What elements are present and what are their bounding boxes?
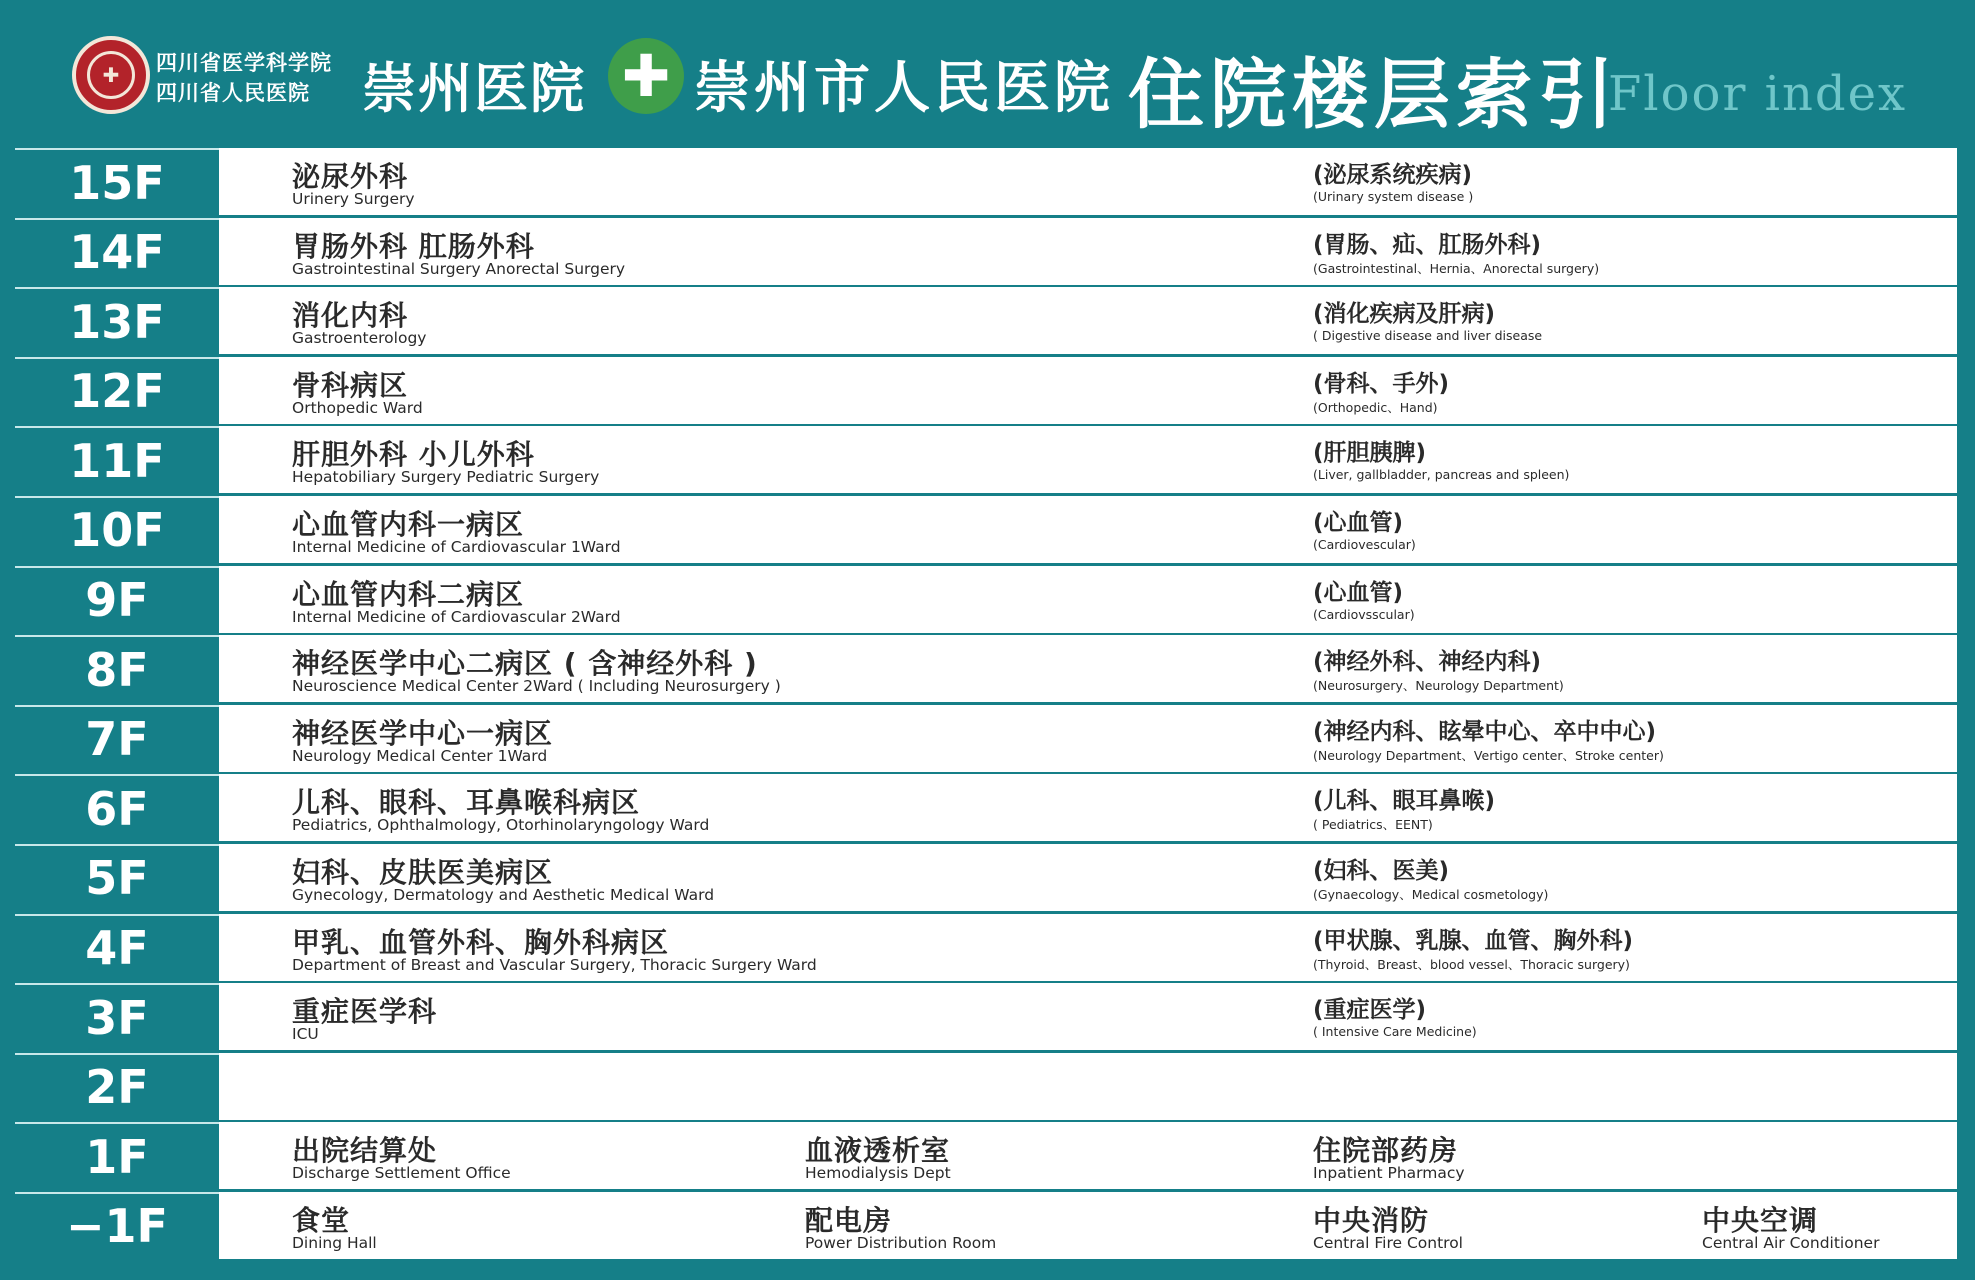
- department-name-cn: 心血管内科一病区: [292, 507, 525, 541]
- department-name-en: Hepatobiliary Surgery Pediatric Surgery: [292, 468, 600, 487]
- department-note-cn: (儿科、眼耳鼻喉): [1313, 788, 1496, 815]
- department-note-cn: (神经外科、神经内科): [1313, 649, 1542, 676]
- department-note-cn: (消化疾病及肝病): [1313, 301, 1496, 328]
- department-name-en: Gynecology, Dermatology and Aesthetic Medical Ward: [292, 885, 715, 904]
- department-name-en: Gastroenterology: [292, 329, 427, 348]
- floor-row-8f: [15, 635, 1957, 702]
- department-note-cn: (骨科、手外): [1313, 370, 1450, 397]
- department-name-en: Neuroscience Medical Center 2Ward ( Including Neurosurgery ): [292, 677, 781, 696]
- department-name-cn: 妇科、皮肤医美病区: [292, 855, 554, 889]
- floor-content: [219, 1192, 1957, 1259]
- page-subtitle: Floor index: [1608, 66, 1908, 122]
- institution-names: [156, 48, 332, 108]
- department-note-en: ( Digestive disease and liver disease: [1313, 328, 1543, 344]
- department-note-en: (Orthopedic、Hand): [1313, 399, 1438, 415]
- floor-row-9f: [15, 566, 1957, 633]
- facility-name-cn: 中央空调: [1702, 1203, 1819, 1237]
- floor-label: 9F: [15, 566, 219, 633]
- floor-content: [219, 148, 1957, 215]
- department-name-en: Neurology Medical Center 1Ward: [292, 746, 548, 765]
- department-note-en: (Gynaecology、Medical cosmetology): [1313, 886, 1549, 902]
- floor-label: 3F: [15, 983, 219, 1050]
- facility-name-en: Inpatient Pharmacy: [1313, 1164, 1465, 1183]
- hospital-cross-logo: [608, 38, 684, 114]
- floor-row-5f: [15, 844, 1957, 911]
- department-name-en: Orthopedic Ward: [292, 398, 423, 417]
- floor-content: [219, 914, 1957, 981]
- floor-index-table: [15, 148, 1957, 1262]
- department-note-cn: (神经内科、眩晕中心、卒中中心): [1313, 718, 1657, 745]
- department-note-cn: (心血管): [1313, 509, 1404, 536]
- seal-inner-icon: ✚: [87, 51, 135, 99]
- department-name-cn: 神经医学中心二病区 ( 含神经外科 ): [292, 647, 758, 681]
- floor-content: [219, 983, 1957, 1050]
- department-note-en: (Urinary system disease ): [1313, 189, 1474, 204]
- institution-line1: 四川省医学科学院: [156, 50, 332, 75]
- floor-content: [219, 496, 1957, 563]
- floor-row-3f: [15, 983, 1957, 1050]
- cross-icon: ✚: [621, 42, 671, 110]
- facility-name-cn: 中央消防: [1313, 1203, 1430, 1237]
- floor-row-15f: [15, 148, 1957, 215]
- facility-name-cn: 血液透析室: [805, 1134, 951, 1168]
- department-note-en: (Neurology Department、Vertigo center、Stroke center): [1313, 747, 1664, 763]
- department-name-cn: 重症医学科: [292, 995, 438, 1029]
- floor-row-6f: [15, 774, 1957, 841]
- department-note-en: (Cardiovescular): [1313, 536, 1416, 552]
- department-name-en: Department of Breast and Vascular Surgery, Thoracic Surgery Ward: [292, 955, 817, 974]
- facility-name-cn: 配电房: [805, 1203, 893, 1237]
- department-note-cn: (妇科、医美): [1313, 857, 1450, 884]
- floor-content: [219, 774, 1957, 841]
- floor-row-13f: [15, 287, 1957, 354]
- department-name-cn: 心血管内科二病区: [292, 577, 525, 611]
- department-name-cn: 神经医学中心一病区: [292, 716, 554, 750]
- department-name-en: Internal Medicine of Cardiovascular 1Ward: [292, 537, 621, 556]
- floor-content: [219, 218, 1957, 285]
- department-name-cn: 肝胆外科 小儿外科: [292, 438, 535, 472]
- hospital-name: 崇州市人民医院: [694, 55, 1114, 121]
- department-note-en: (Gastrointestinal、Hernia、Anorectal surgery): [1313, 260, 1600, 276]
- floor-label: 1F: [15, 1122, 219, 1189]
- department-name-en: ICU: [292, 1025, 319, 1044]
- floor-row-7f: [15, 705, 1957, 772]
- institute-seal-logo: [72, 36, 150, 114]
- department-note-en: (Liver, gallbladder, pancreas and spleen): [1313, 467, 1570, 483]
- department-note-en: (Neurosurgery、Neurology Department): [1313, 678, 1564, 694]
- floor-content: [219, 705, 1957, 772]
- facility-name-cn: 食堂: [292, 1203, 351, 1237]
- department-name-cn: 儿科、眼科、耳鼻喉科病区: [292, 786, 641, 820]
- department-name-en: Internal Medicine of Cardiovascular 2Ward: [292, 607, 621, 626]
- floor-row-11f: [15, 426, 1957, 493]
- facility-name-en: Discharge Settlement Office: [292, 1164, 511, 1183]
- floor-label: −1F: [15, 1192, 219, 1259]
- floor-row-4f: [15, 914, 1957, 981]
- floor-content: [219, 635, 1957, 702]
- floor-label: 5F: [15, 844, 219, 911]
- department-note-cn: (甲状腺、乳腺、血管、胸外科): [1313, 927, 1634, 954]
- department-note-en: ( Intensive Care Medicine): [1313, 1024, 1477, 1040]
- floor-content: [219, 426, 1957, 493]
- department-note-en: ( Pediatrics、EENT): [1313, 817, 1433, 833]
- facility-name-en: Power Distribution Room: [805, 1233, 997, 1252]
- floor-row-12f: [15, 357, 1957, 424]
- department-note-cn: (泌尿系统疾病): [1313, 162, 1473, 188]
- floor-label: 4F: [15, 914, 219, 981]
- department-name-en: Pediatrics, Ophthalmology, Otorhinolaryngology Ward: [292, 816, 710, 835]
- floor-row-10f: [15, 496, 1957, 563]
- floor-content-empty: [219, 1053, 1957, 1120]
- department-name-en: Gastrointestinal Surgery Anorectal Surgery: [292, 259, 626, 278]
- floor-content: [219, 844, 1957, 911]
- floor-row-2f: [15, 1053, 1957, 1120]
- header: [0, 0, 1975, 148]
- floor-row-14f: [15, 218, 1957, 285]
- department-name-cn: 骨科病区: [292, 368, 409, 402]
- department-note-cn: (重症医学): [1313, 997, 1427, 1024]
- facility-name-cn: 出院结算处: [292, 1134, 438, 1168]
- facility-name-en: Central Fire Control: [1313, 1233, 1463, 1252]
- floor-row-b1f: [15, 1192, 1957, 1259]
- facility-name-en: Central Air Conditioner: [1702, 1233, 1880, 1252]
- floor-label: 2F: [15, 1053, 219, 1120]
- department-note-en: (Thyroid、Breast、blood vessel、Thoracic surgery): [1313, 956, 1630, 972]
- floor-content: [219, 287, 1957, 354]
- facility-name-en: Hemodialysis Dept: [805, 1164, 951, 1183]
- department-note-cn: (肝胆胰脾): [1313, 440, 1427, 467]
- department-name-cn: 泌尿外科: [292, 160, 409, 193]
- department-name-en: Urinery Surgery: [292, 190, 415, 208]
- department-note-en: (Cardiovsscular): [1313, 606, 1415, 622]
- facility-name-en: Dining Hall: [292, 1233, 377, 1252]
- page-title: 住院楼层索引: [1128, 50, 1620, 139]
- institution-short-name: 崇州医院: [362, 56, 586, 120]
- floor-label: 15F: [15, 148, 219, 215]
- floor-label: 12F: [15, 357, 219, 424]
- floor-label: 11F: [15, 426, 219, 493]
- department-note-cn: (心血管): [1313, 579, 1404, 606]
- floor-label: 6F: [15, 774, 219, 841]
- floor-label: 13F: [15, 287, 219, 354]
- department-name-cn: 消化内科: [292, 299, 409, 333]
- department-name-cn: 胃肠外科 肛肠外科: [292, 229, 535, 263]
- floor-row-1f: [15, 1122, 1957, 1189]
- floor-label: 7F: [15, 705, 219, 772]
- department-name-cn: 甲乳、血管外科、胸外科病区: [292, 925, 670, 959]
- floor-label: 14F: [15, 218, 219, 285]
- floor-label: 8F: [15, 635, 219, 702]
- floor-content: [219, 1122, 1957, 1189]
- floor-label: 10F: [15, 496, 219, 563]
- facility-name-cn: 住院部药房: [1313, 1134, 1459, 1168]
- department-note-cn: (胃肠、疝、肛肠外科): [1313, 231, 1542, 258]
- institution-line2: 四川省人民医院: [156, 80, 310, 105]
- floor-content: [219, 357, 1957, 424]
- floor-content: [219, 566, 1957, 633]
